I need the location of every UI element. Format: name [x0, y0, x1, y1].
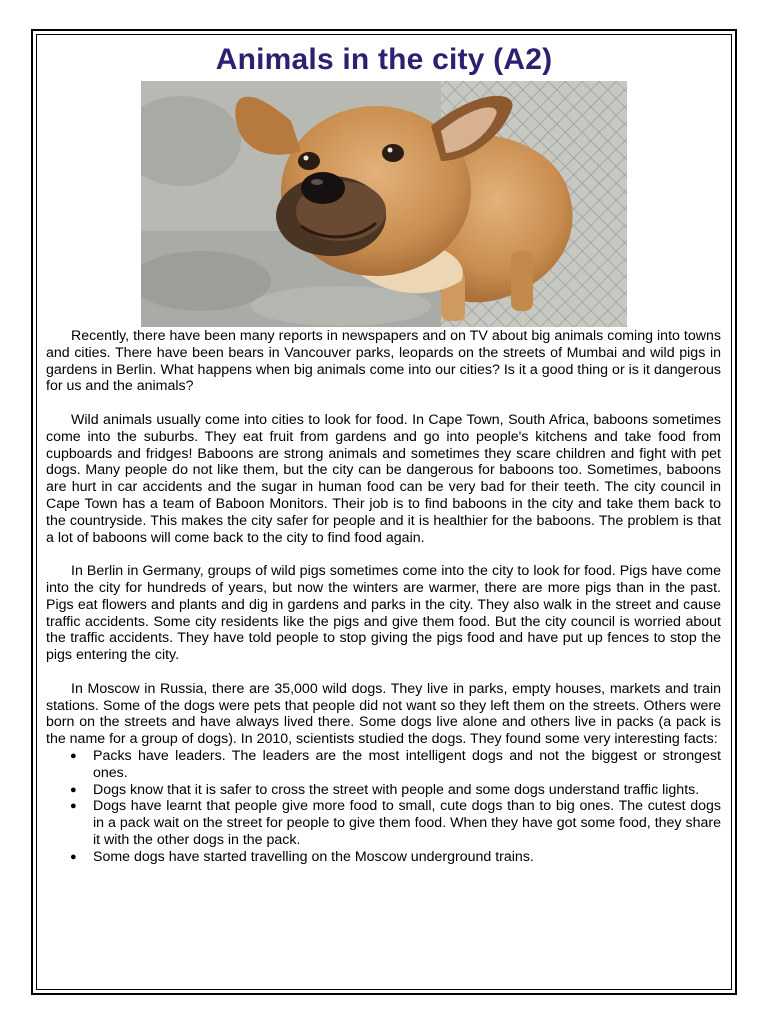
bullet-icon: ●: [70, 783, 77, 796]
article-body: [46, 328, 721, 866]
bullet-icon: ●: [70, 749, 77, 762]
list-item: [70, 848, 721, 866]
bullet-icon: ●: [70, 850, 77, 863]
list-item-text: Dogs have learnt that people give more food to small, cute dogs than to big ones. The cutest dogs in a pack wait on the street for people to give them food. When they have got some food, they share it with the other dogs in the pack.: [93, 798, 721, 848]
dog-photo: [141, 81, 627, 327]
list-item: [70, 798, 721, 848]
list-item: [70, 781, 721, 799]
list-item-text: Dogs know that it is safer to cross the street with people and some dogs understand traffic lights.: [93, 781, 700, 798]
bullet-icon: ●: [70, 800, 77, 813]
list-item-text: Some dogs have started travelling on the Moscow underground trains.: [93, 848, 534, 865]
paragraph-intro: Recently, there have been many reports in newspapers and on TV about big animals coming into towns and cities. There have been bears in Vancouver parks, leopards on the streets of Mumbai and wild pigs in gardens in Berlin. What happens when big animals come into our cities? Is it a good thing or is it dangerous for us and the animals?: [46, 328, 721, 395]
facts-list: [46, 748, 721, 866]
paragraph-berlin: In Berlin in Germany, groups of wild pigs sometimes come into the city to look for food. Pigs have come into the city for hundreds of years, but now the winters are warmer, there are more pigs than in the past. Pigs eat flowers and plants and dig in gardens and parks in the city. They also walk in the street and cause traffic accidents. Some city residents like the pigs and give them food. But the city council is worried about the traffic accidents. They have told people to stop giving the pigs food and have put up fences to stop the pigs entering the city.: [46, 563, 721, 664]
list-item-text: Packs have leaders. The leaders are the most intelligent dogs and not the biggest or strongest ones.: [93, 747, 721, 781]
list-item: [70, 747, 721, 782]
paragraph-cape-town: Wild animals usually come into cities to look for food. In Cape Town, South Africa, baboons sometimes come into the suburbs. They eat fruit from gardens and go into people's kitchens and take food from cupboards and fridges! Baboons are strong animals and sometimes they scare children and fight with pet dogs. Many people do not like them, but the city can be dangerous for baboons too. Sometimes, baboons are hurt in car accidents and the sugar in human food can be very bad for their teeth. The city council in Cape Town has a team of Baboon Monitors. Their job is to find baboons in the city and take them back to the countryside. This makes the city safer for people and it is healthier for the baboons. The problem is that a lot of baboons will come back to the city to find food again.: [46, 411, 721, 546]
page-title: Animals in the city (A2): [215, 43, 553, 76]
paragraph-moscow: In Moscow in Russia, there are 35,000 wild dogs. They live in parks, empty houses, markets and train stations. Some of the dogs were pets that people did not want so they left them on the streets. Others were born on the streets and have always lived there. Some dogs live alone and others live in packs (a pack is the name for a group of dogs). In 2010, scientists studied the dogs. They found some very interesting facts:: [46, 680, 721, 748]
